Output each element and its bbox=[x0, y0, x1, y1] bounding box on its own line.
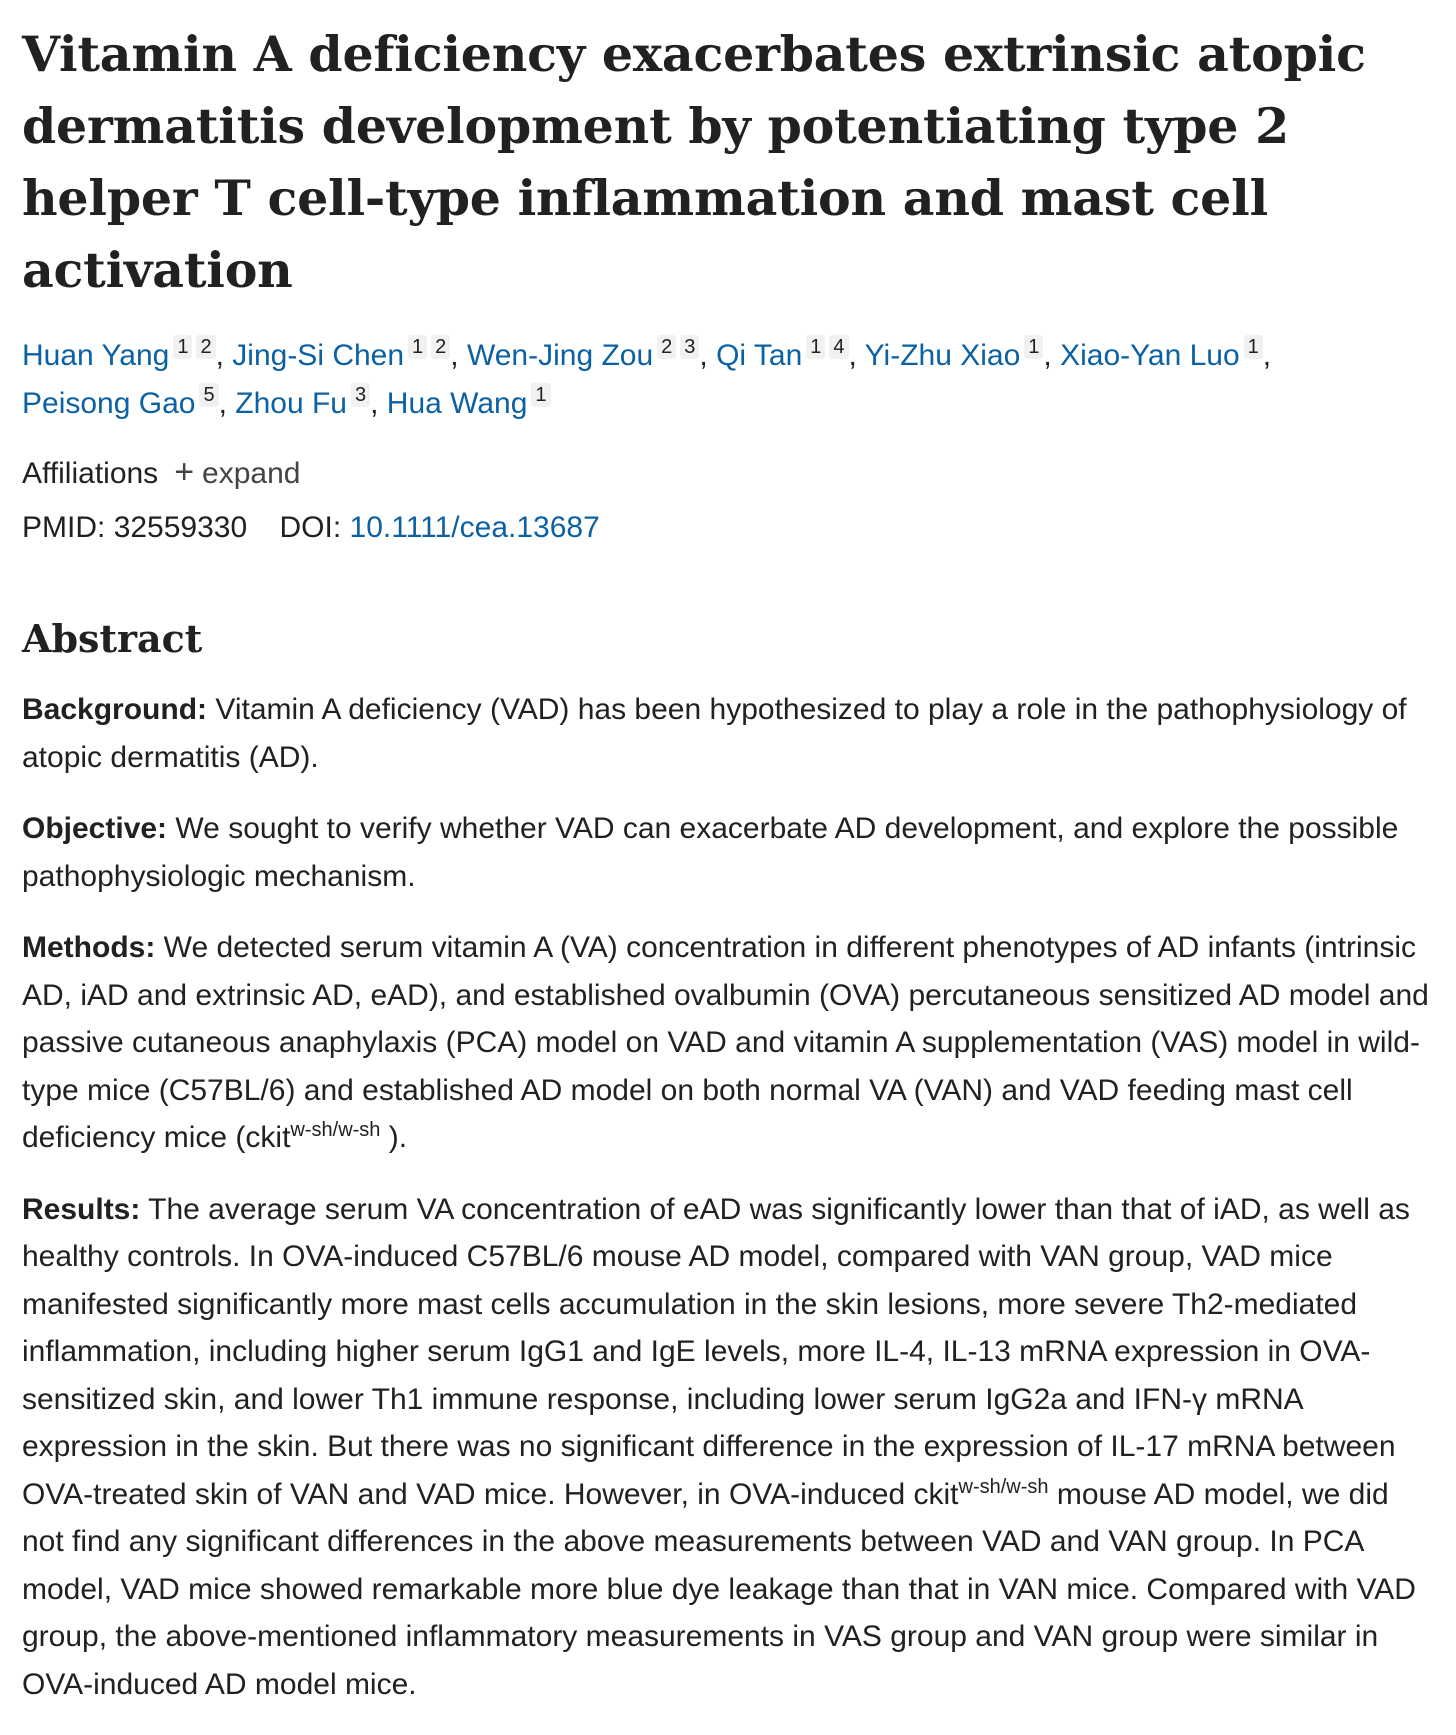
affiliation-badge[interactable]: 3 bbox=[351, 383, 370, 407]
article-title: Vitamin A deficiency exacerbates extrinsic atopic dermatitis development by potentiating type 2 helper T cell-type inflammation and mast cell activation bbox=[22, 25, 1366, 299]
methods-end: ). bbox=[380, 1121, 408, 1154]
affiliation-badge[interactable]: 2 bbox=[196, 335, 215, 359]
author-entry bbox=[864, 336, 1044, 372]
affiliation-badge[interactable]: 1 bbox=[408, 335, 427, 359]
author-link[interactable]: Qi Tan bbox=[716, 339, 803, 372]
author-entry bbox=[22, 384, 219, 420]
author-entry bbox=[22, 336, 216, 372]
doi-label: DOI: bbox=[279, 511, 342, 544]
abstract-heading: Abstract bbox=[22, 616, 203, 661]
author-entry bbox=[466, 336, 699, 372]
author-link[interactable]: Jing-Si Chen bbox=[232, 339, 405, 372]
author-link[interactable]: Hua Wang bbox=[386, 387, 528, 420]
objective-label: Objective: bbox=[22, 812, 168, 845]
plus-icon: + bbox=[174, 453, 195, 491]
author-link[interactable]: Yi-Zhu Xiao bbox=[864, 339, 1021, 372]
affiliation-badge[interactable]: 1 bbox=[1024, 335, 1043, 359]
affiliations-row bbox=[22, 448, 1436, 498]
pmid-label: PMID: bbox=[22, 511, 106, 544]
affiliation-badge[interactable]: 5 bbox=[199, 383, 218, 407]
author-entry bbox=[235, 384, 370, 420]
affiliations-label: Affiliations bbox=[22, 457, 159, 490]
affiliation-badge[interactable]: 2 bbox=[431, 335, 450, 359]
affiliation-badge[interactable]: 1 bbox=[806, 335, 825, 359]
methods-superscript: w-sh/w-sh bbox=[290, 1119, 381, 1141]
author-link[interactable]: Peisong Gao bbox=[22, 387, 196, 420]
results-label: Results: bbox=[22, 1192, 141, 1226]
results-superscript: w-sh/w-sh bbox=[958, 1475, 1049, 1498]
doi-link[interactable]: 10.1111/cea.13687 bbox=[349, 511, 600, 544]
results-text-2: mouse AD model, we did not find any significant differences in the above measurements between VAD and VAN group. In PCA model, VAD mice showed remarkable more blue dye leakage than that in VAN mice. Compared with VAD group, the above-mentioned inflammatory measurements in VAS group and VAN group were similar in OVA-induced AD model mice. bbox=[22, 1477, 1416, 1701]
author-link[interactable]: Huan Yang bbox=[22, 339, 170, 372]
author-link[interactable]: Wen-Jing Zou bbox=[466, 339, 654, 372]
author-entry bbox=[386, 384, 551, 420]
author-entry bbox=[232, 336, 450, 372]
affiliation-badge[interactable]: 4 bbox=[829, 335, 848, 359]
abstract-background bbox=[22, 686, 1436, 781]
identifiers-row bbox=[22, 504, 1436, 552]
author-entry bbox=[1060, 336, 1263, 372]
affiliation-badge[interactable]: 1 bbox=[531, 383, 550, 407]
methods-text: We detected serum vitamin A (VA) concentration in different phenotypes of AD infants (intrinsic AD, iAD and extrinsic AD, eAD), and established ovalbumin (OVA) percutaneous sensitized AD model and passive cutaneous anaphylaxis (PCA) model on VAD and vitamin A supplementation (VAS) model in wild-type mice (C57BL/6) and established AD model on both normal VA (VAN) and VAD feeding mast cell deficiency mice (ckit bbox=[22, 931, 1429, 1154]
article-page bbox=[22, 18, 1436, 1732]
abstract-results bbox=[22, 1186, 1436, 1709]
pmid-value: 32559330 bbox=[113, 511, 248, 544]
background-text: Vitamin A deficiency (VAD) has been hypothesized to play a role in the pathophysiology of atopic dermatitis (AD). bbox=[22, 693, 1407, 774]
affiliation-badge[interactable]: 3 bbox=[680, 335, 699, 359]
author-link[interactable]: Xiao-Yan Luo bbox=[1060, 339, 1240, 372]
abstract-objective bbox=[22, 805, 1436, 900]
methods-label: Methods: bbox=[22, 931, 156, 964]
results-text-1: The average serum VA concentration of eAD was significantly lower than that of iAD, as well as healthy controls. In OVA-induced C57BL/6 mouse AD model, compared with VAN group, VAD mice manifested significantly more mast cells accumulation in the skin lesions, more severe Th2-mediated inflammation, including higher serum IgG1 and IgE levels, more IL-4, IL-13 mRNA expression in OVA-sensitized skin, and lower Th1 immune response, including lower serum IgG2a and IFN-γ mRNA expression in the skin. But there was no significant difference in the expression of IL-17 mRNA between OVA-treated skin of VAN and VAD mice. However, in OVA-induced ckit bbox=[22, 1192, 1410, 1511]
background-label: Background: bbox=[22, 693, 208, 726]
author-entry bbox=[716, 336, 848, 372]
abstract-methods bbox=[22, 924, 1436, 1162]
affiliation-badge[interactable]: 1 bbox=[173, 335, 192, 359]
author-list: Huan Yang 1 2 , Jing-Si Chen 1 2 , Wen-Jing Zou 2 3 , Qi Tan 1 4 , Yi-Zhu Xiao 1 , Xiao-Yan Luo 1 , Peisong Gao 5 , Zhou Fu 3 , Hua Wang 1 bbox=[22, 336, 1272, 420]
affiliations-expand-button[interactable] bbox=[174, 453, 301, 491]
author-link[interactable]: Zhou Fu bbox=[235, 387, 347, 420]
affiliation-badge[interactable]: 1 bbox=[1244, 335, 1263, 359]
affiliation-badge[interactable]: 2 bbox=[657, 335, 676, 359]
objective-text: We sought to verify whether VAD can exacerbate AD development, and explore the possible pathophysiologic mechanism. bbox=[22, 812, 1399, 893]
expand-label: expand bbox=[202, 457, 301, 490]
